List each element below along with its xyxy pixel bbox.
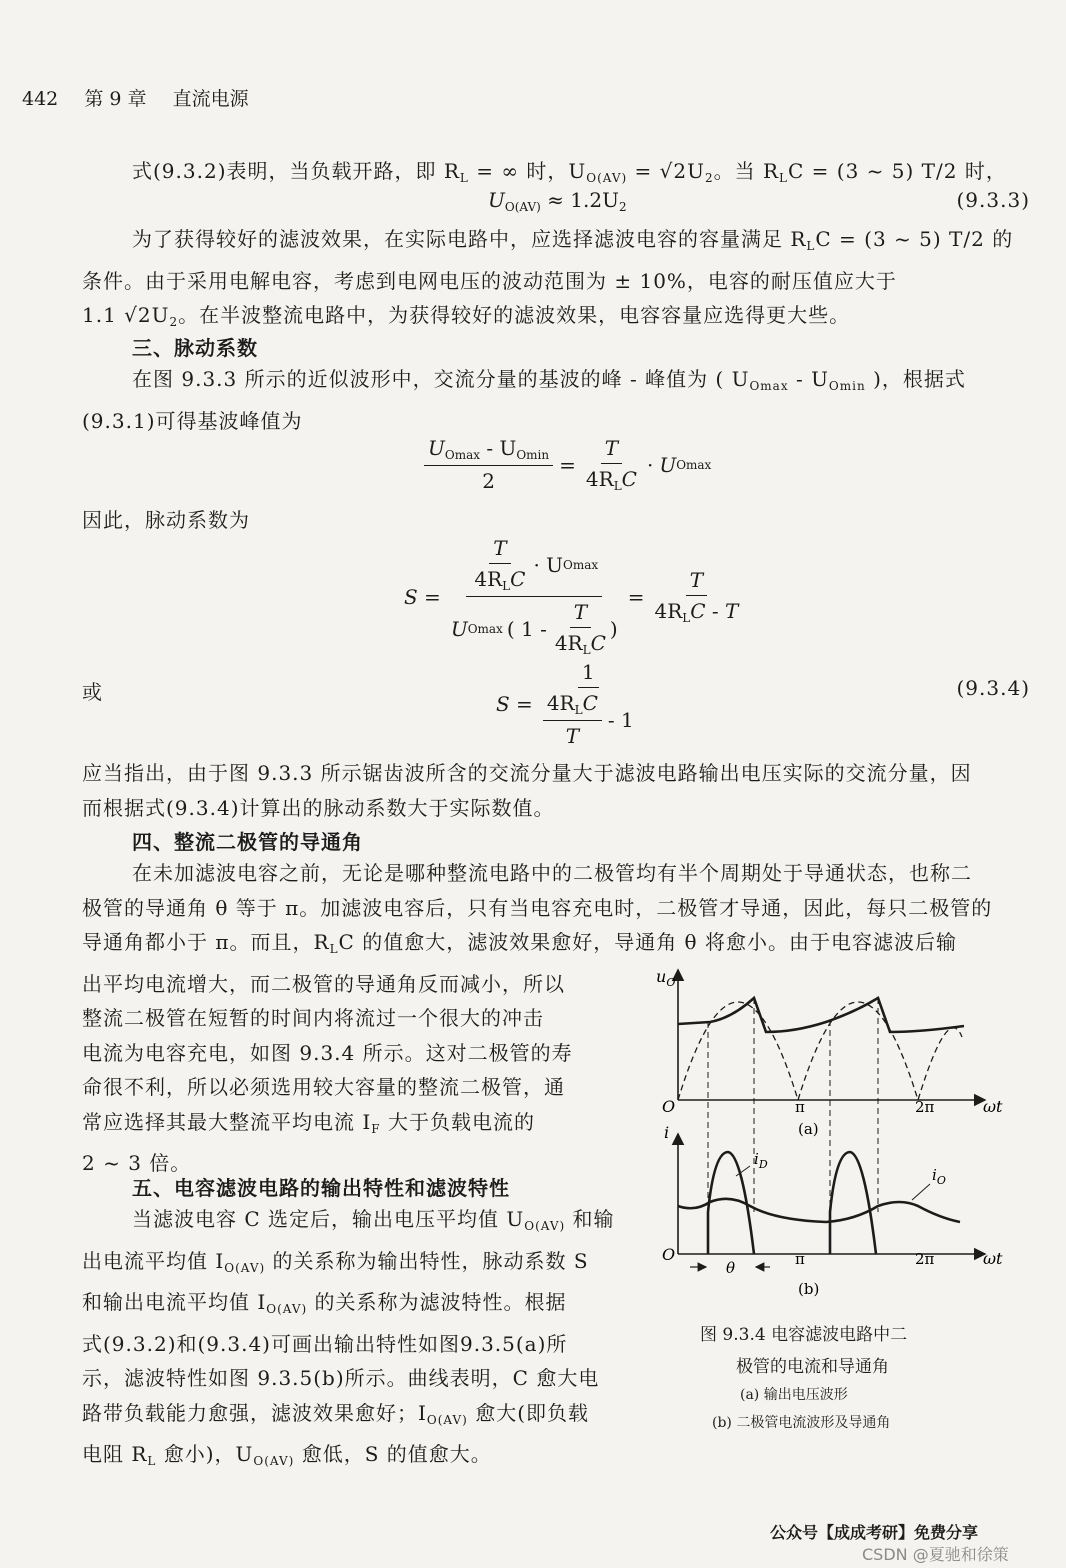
- a-pi-label: π: [795, 1098, 805, 1116]
- para-capacitor-choice: 为了获得较好的滤波效果，在实际电路中，应选择滤波电容的容量满足 $R_LC = (3$ ~ 5) T/2 的 条件。由于采用电解电容，考虑到电网电压的波动范围为 ± 10%，电容的耐压值应大于 1.1 $√2U_2$。在半波整流电路中，为获得较好的滤波效果，电容容量应选得更大些。: [82, 227, 1014, 329]
- section-conduction-angle: 四、整流二极管的导通角: [132, 830, 363, 854]
- b-subfig-label: (b): [798, 1280, 820, 1298]
- chapter-title: 直流电源: [172, 88, 249, 110]
- a-subfig-label: (a): [798, 1120, 819, 1138]
- para-open-circuit: 式(9.3.2)表明，当负载开路，即 $R_L$ = ∞ 时，$U_{O(AV)} = √2U_2$。当 $R_LC = (3$ ~ 5) T/2 时，: [132, 159, 1007, 185]
- b-y-label: i: [664, 1123, 670, 1142]
- para-sawtooth-note: 应当指出，由于图 9.3.3 所示锯齿波所含的交流分量大于滤波电路输出电压实际的交流分量，因 而根据式(9.3.4)计算出的脉动系数大于实际数值。: [82, 761, 972, 820]
- section-output-characteristics: 五、电容滤波电路的输出特性和滤波特性: [132, 1176, 510, 1200]
- figure-caption-a: (a) 输出电压波形: [740, 1387, 848, 1403]
- equation-number-9-3-4: (9.3.4): [956, 676, 1030, 700]
- b-pi-label: π: [795, 1250, 805, 1268]
- chapter-label: 第 9 章: [84, 88, 147, 110]
- b-id-label: $i_D$: [754, 1150, 768, 1171]
- b-wt-label: ωt: [983, 1249, 1003, 1268]
- a-rectified-sine: [678, 1002, 962, 1100]
- figure-caption-b: (b) 二极管电流波形及导通角: [712, 1415, 891, 1431]
- promo-text: 公众号【成成考研】免费分享: [770, 1523, 979, 1542]
- b-io-label: $i_O$: [932, 1166, 946, 1187]
- a-origin-label: O: [662, 1097, 676, 1116]
- equation-9-3-3: $U_{O(AV)} \approx 1.2U_2$: [488, 188, 627, 214]
- b-2pi-label: 2π: [915, 1250, 935, 1268]
- equation-9-3-4: S = 1 $\frac{4R_LC}{T}$ - 1: [496, 660, 634, 748]
- figure-diode-current-waveforms: [650, 962, 1030, 1312]
- figure-caption-title: 图 9.3.4 电容滤波电路中二: [700, 1325, 908, 1345]
- b-origin-label: O: [662, 1245, 676, 1264]
- figure-caption-line2: 极管的电流和导通角: [736, 1357, 889, 1377]
- page-header: [22, 84, 249, 111]
- a-output-voltage: [678, 998, 964, 1032]
- page-number: 442: [22, 88, 59, 110]
- equation-fundamental-peak: $\frac{U_{Omax} - U_{Omin}}{2}$ = $\frac{T}{4R_LC}$ · U Omax: [424, 436, 711, 493]
- a-wt-label: ωt: [983, 1097, 1003, 1116]
- b-load-current: [678, 1199, 960, 1222]
- para-output-characteristics: 当滤波电容 C 选定后，输出电压平均值 $U_{O(AV)}$ 和输 出电流平均值 $I_{O(AV)}$ 的关系称为输出特性，脉动系数 S 和输出电流平均值 $I_{O(AV)}$ 的关系称为滤波特性。根据 式(9.3.2)和(9.3.4)可画出输出特性如图9.3.5(a)所 示，滤波特性如图 9.3.5(b)所示。曲线表明，C 愈大电 路带负载能力愈强，滤波效果愈好；$I_{O(AV)}$ 愈大(即负载 电阻 $R_L$ 愈小)，$U_{O(AV)}$ 愈低，S 的值愈大。: [82, 1207, 615, 1468]
- text-or: 或: [82, 680, 102, 704]
- equation-number-9-3-3: (9.3.3): [956, 188, 1030, 212]
- text-therefore: 因此，脉动系数为: [82, 508, 250, 532]
- b-diode-current-2: [830, 1152, 876, 1254]
- a-2pi-label: 2π: [915, 1098, 935, 1116]
- b-diode-current-1: [708, 1152, 754, 1254]
- a-y-label: $u_O$: [656, 967, 676, 989]
- b-theta-label: θ: [726, 1259, 736, 1277]
- para-conduction-angle: 在未加滤波电容之前，无论是哪种整流电路中的二极管均有半个周期处于导通状态，也称二 极管的导通角 θ 等于 π。加滤波电容后，只有当电容充电时，二极管才导通，因此，每只二极管的 导通角都小于 π。而且，$R_LC$ 的值愈大，滤波效果愈好，导通角 θ 将愈小。由于电容滤波后输 出平均电流增大，而二极管的导通角反而减小，所以 整流二极管在短暂的时间内将流过一个很大的冲击 电流为电容充电，如图 9.3.4 所示。这对二极管的寿 命很不利，所以必须选用较大容量的整流二极管，通 常应选择其最大整流平均电流 $I_F$ 大于负载电流的 2 ~ 3 倍。: [82, 861, 993, 1175]
- para-ripple: 在图 9.3.3 所示的近似波形中，交流分量的基波的峰 - 峰值为 ( $U_{Omax} - U_{Omin}$ )，根据式 (9.3.1)可得基波峰值为: [82, 367, 966, 433]
- csdn-watermark: CSDN @夏驰和徐策: [862, 1545, 1009, 1564]
- section-ripple-factor: 三、脉动系数: [132, 336, 258, 360]
- equation-ripple-factor-full: S = $\frac{T}{4R_LC}$ · U Omax U Omax ( 1 - $\frac{T}{4R_LC}$ ) = $\frac{T}{4R_LC - T}$: [404, 536, 739, 657]
